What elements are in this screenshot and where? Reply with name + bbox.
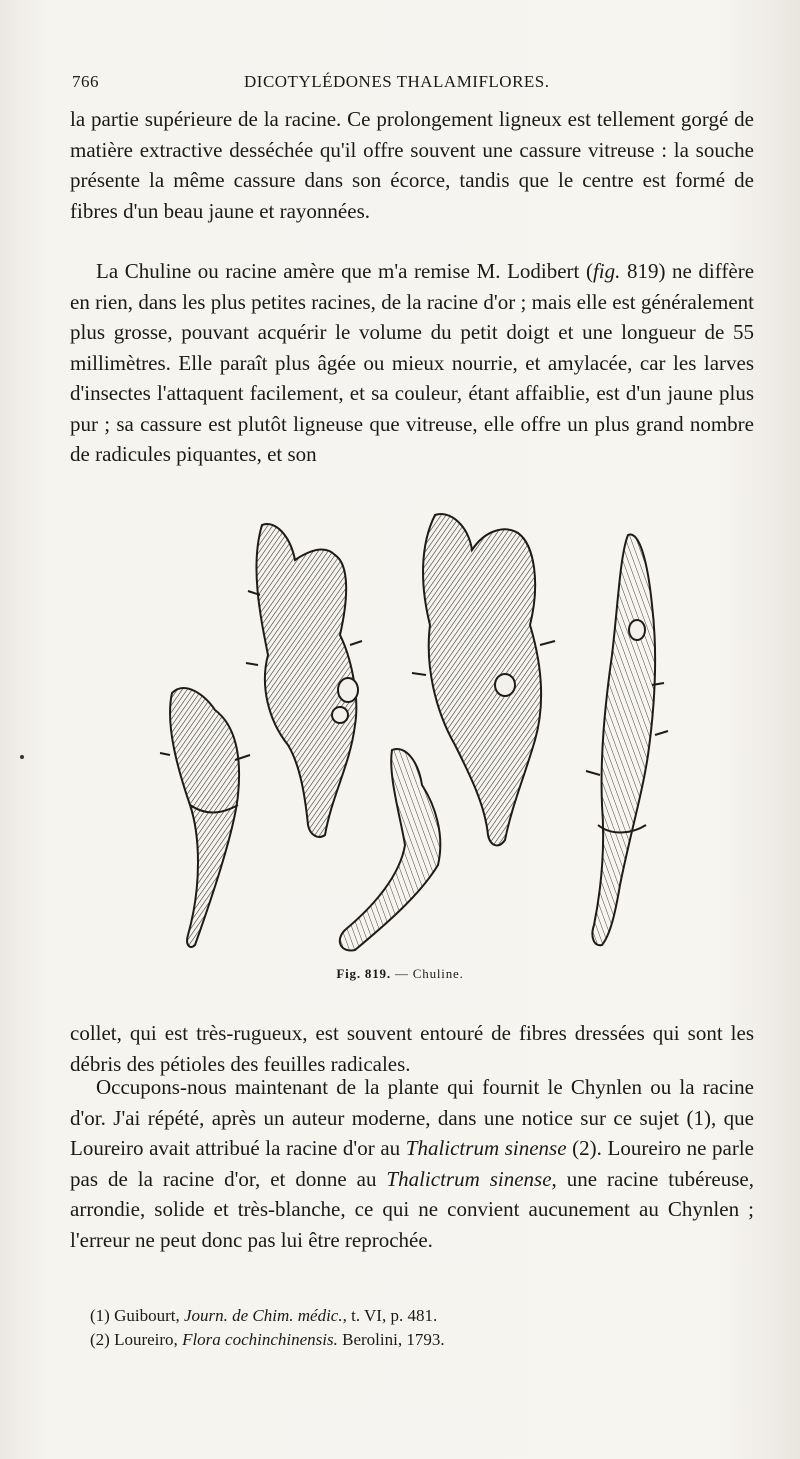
footnote-1-title: Journ. de Chim. médic. (183, 1306, 343, 1325)
figure-title: — Chuline. (394, 966, 464, 981)
paragraph-4-part-3: , une racine tubéreuse, arrondie, solide et très-blanche, ce qui ne convient aucunement au Chynlen ; l'erreur ne peut donc pas lui être reprochée. (70, 1166, 754, 1252)
root-illustration (150, 505, 670, 955)
paragraph-1 (70, 104, 754, 226)
figure-reference: fig. (592, 259, 621, 283)
figure-number: Fig. 819. (336, 966, 391, 981)
species-name-1: Thalictrum sinense (405, 1136, 567, 1160)
paragraph-3-text: collet, qui est très-rugueux, est souvent entouré de fibres dressées qui sont les débris des pétioles des feuilles radicales. (70, 1021, 754, 1076)
page-header (72, 72, 752, 96)
footnote-2-rest: Berolini, 1793. (337, 1330, 445, 1349)
footnotes (90, 1304, 750, 1352)
root-2 (246, 524, 362, 837)
paragraph-4-part-1: Occupons-nous maintenant de la plante qui fournit le Chynlen ou la racine d'or. J'ai répété, après un auteur moderne, dans une notice sur ce sujet (1), que Loureiro avait attribué la racine d'or au (70, 1075, 754, 1160)
footnote-1-rest: , t. VI, p. 481. (342, 1306, 438, 1325)
footnote-2-author: Loureiro, (114, 1330, 183, 1349)
page-number: 766 (72, 72, 99, 91)
footnote-1-mark: (1) (90, 1306, 110, 1325)
paragraph-4-part-2: (2). Loureiro ne parle pas de la racine d'or, et donne au (70, 1136, 754, 1191)
footnote-1 (90, 1304, 750, 1328)
paragraph-1-text: la partie supérieure de la racine. Ce prolongement ligneux est tellement gorgé de matière extractive desséchée qu'il offre souvent une cassure vitreuse : la souche présente la même cassure dans son écorce, tandis que le centre est formé de fibres d'un beau jaune et rayonnées. (70, 107, 754, 223)
species-name-2: Thalictrum sinense (386, 1166, 552, 1191)
paragraph-4-text (70, 1072, 754, 1255)
footnote-2 (90, 1328, 750, 1352)
margin-speck (20, 755, 24, 759)
paragraph-4 (70, 1072, 754, 1255)
footnote-2-mark: (2) (90, 1330, 110, 1349)
figure-caption (200, 966, 600, 982)
root-1 (160, 688, 250, 947)
running-title: DICOTYLÉDONES THALAMIFLORES. (244, 72, 550, 91)
root-5 (586, 535, 668, 946)
paragraph-3 (70, 1018, 754, 1079)
paragraph-2-after: 819) ne diffère en rien, dans les plus petites racines, de la racine d'or ; mais elle est généralement plus grosse, pouvant acquérir le volume du petit doigt et une longueur de 55 millimètres. Elle paraît plus âgée ou mieux nourrie, et amylacée, car les larves d'insectes l'attaquent facilement, et sa couleur, étant affaiblie, est d'un jaune plus pur ; sa cassure est plutôt ligneuse que vitreuse, elle offre un plus grand nombre de radicules piquantes, et son (70, 259, 755, 466)
footnote-1-author: Guibourt, (114, 1306, 184, 1325)
paragraph-2 (70, 256, 754, 470)
root-4 (412, 514, 555, 845)
root-3 (340, 749, 441, 950)
footnote-2-title: Flora cochinchinensis. (182, 1330, 338, 1349)
paragraph-2-text (70, 256, 754, 470)
paragraph-2-before: La Chuline ou racine amère que m'a remise M. Lodibert ( (96, 259, 593, 283)
